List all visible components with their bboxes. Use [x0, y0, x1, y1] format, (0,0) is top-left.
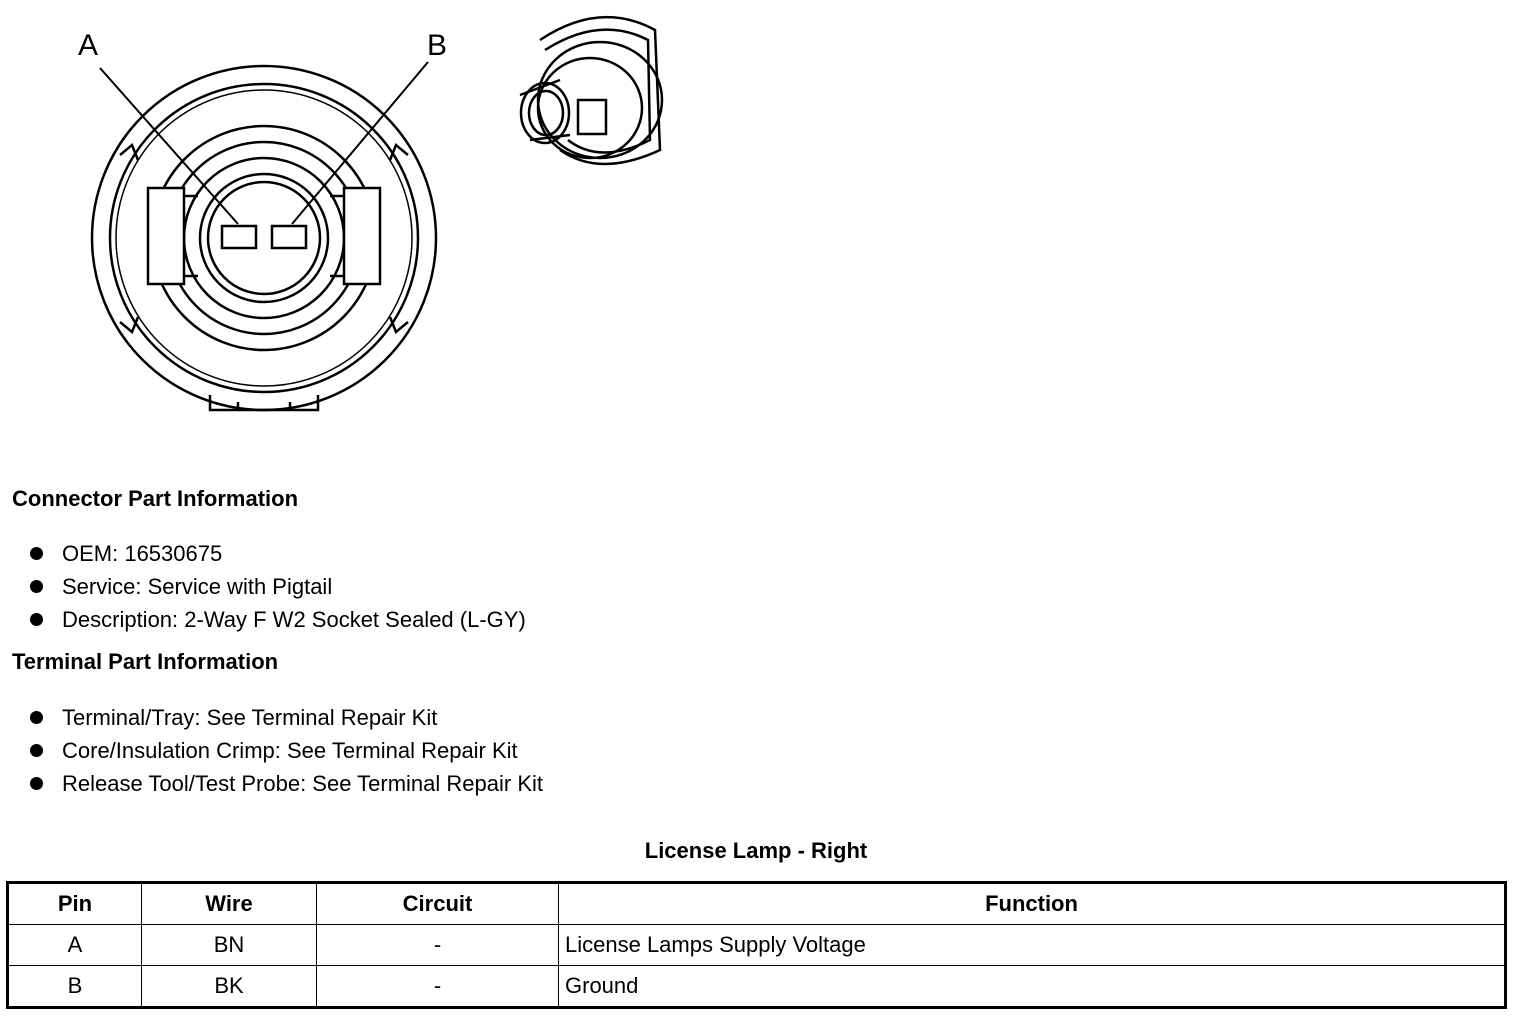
list-item: Service: Service with Pigtail — [30, 573, 526, 606]
connector-info-list — [30, 540, 526, 639]
list-item: Terminal/Tray: See Terminal Repair Kit — [30, 704, 543, 737]
terminal-part-info-heading: Terminal Part Information — [12, 649, 279, 674]
table-row — [8, 925, 1506, 966]
cell-pin: B — [8, 966, 142, 1008]
header-circuit: Circuit — [317, 883, 559, 925]
list-item: Core/Insulation Crimp: See Terminal Repair Kit — [30, 737, 543, 770]
table-title: License Lamp - Right — [644, 838, 868, 863]
header-pin: Pin — [8, 883, 142, 925]
pin-label-b: B — [426, 29, 448, 62]
cavity-b — [272, 226, 306, 248]
pin-label-a: A — [77, 29, 99, 62]
connector-part-info-heading: Connector Part Information — [12, 486, 299, 511]
header-function: Function — [559, 883, 1506, 925]
cavity-a — [222, 226, 256, 248]
cell-wire: BK — [142, 966, 317, 1008]
connector-iso-view — [520, 17, 662, 164]
bullet-icon — [30, 711, 43, 724]
table-row — [8, 966, 1506, 1008]
table-header-row — [8, 883, 1506, 925]
bullet-icon — [30, 613, 43, 626]
list-item: OEM: 16530675 — [30, 540, 526, 573]
pin-table — [6, 881, 1507, 1009]
bullet-icon — [30, 744, 43, 757]
cell-function: License Lamps Supply Voltage — [559, 925, 1506, 966]
bullet-icon — [30, 547, 43, 560]
terminal-info-list — [30, 704, 543, 803]
cell-circuit: - — [317, 925, 559, 966]
header-wire: Wire — [142, 883, 317, 925]
bullet-icon — [30, 777, 43, 790]
list-item: Release Tool/Test Probe: See Terminal Repair Kit — [30, 770, 543, 803]
cell-pin: A — [8, 925, 142, 966]
cell-wire: BN — [142, 925, 317, 966]
cell-function: Ground — [559, 966, 1506, 1008]
bullet-icon — [30, 580, 43, 593]
connector-face-view — [92, 62, 436, 410]
list-item: Description: 2-Way F W2 Socket Sealed (L-GY) — [30, 606, 526, 639]
cell-circuit: - — [317, 966, 559, 1008]
connector-diagram — [0, 0, 700, 430]
